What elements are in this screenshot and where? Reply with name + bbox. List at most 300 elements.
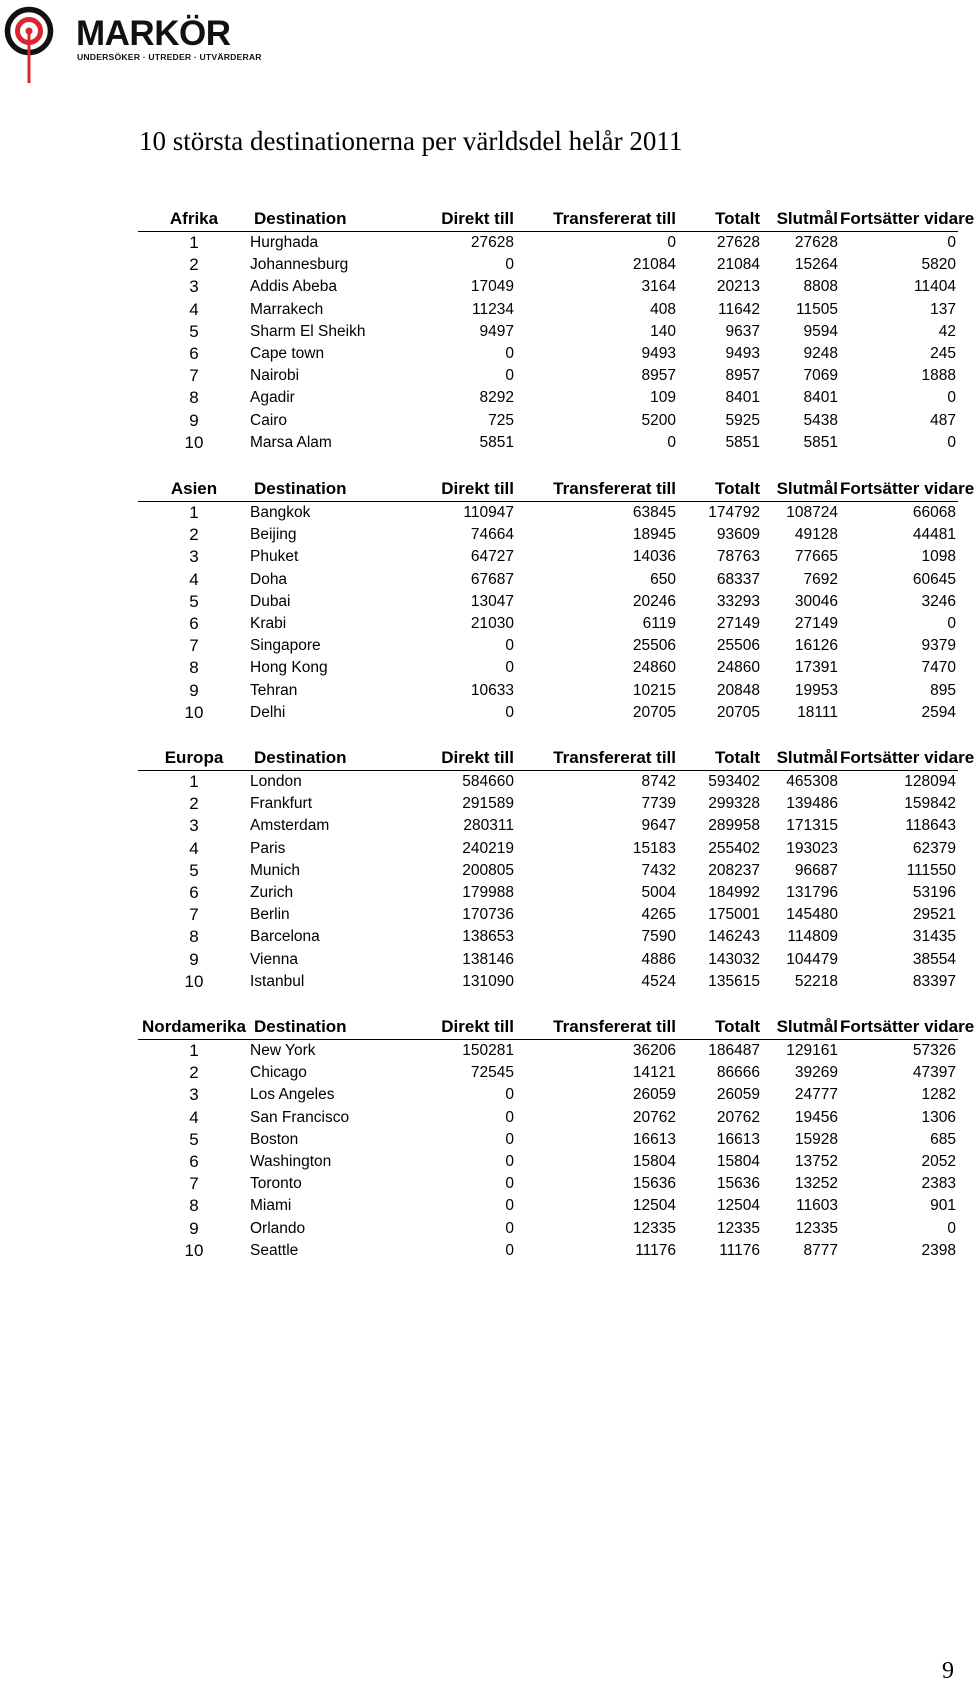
- logo-tagline: UNDERSÖKER · UTREDER · UTVÄRDERAR: [77, 52, 262, 62]
- rank-cell: 4: [189, 299, 199, 319]
- fortsatter-cell: 1888: [921, 367, 956, 385]
- column-header-direkt: Direkt till: [388, 476, 516, 502]
- totalt-cell: 174792: [708, 504, 760, 522]
- direkt-cell: 0: [505, 1108, 514, 1126]
- totalt-cell: 175001: [708, 906, 760, 924]
- direkt-cell: 0: [505, 256, 514, 274]
- destination-cell: Los Angeles: [250, 1086, 335, 1104]
- transfererat-cell: 408: [650, 300, 676, 318]
- destination-cell: Boston: [250, 1130, 299, 1148]
- destination-cell: Agadir: [250, 389, 295, 407]
- table-row: [138, 276, 958, 298]
- rank-cell: 9: [189, 1218, 199, 1238]
- fortsatter-cell: 895: [930, 681, 956, 699]
- rank-cell: 7: [189, 1174, 199, 1194]
- destination-cell: Orlando: [250, 1219, 306, 1237]
- direkt-cell: 0: [505, 1241, 514, 1259]
- table-row: [138, 926, 958, 948]
- transfererat-cell: 4265: [641, 906, 676, 924]
- destination-cell: London: [250, 773, 302, 791]
- destination-cell: Barcelona: [250, 928, 320, 946]
- region-name: Europa: [138, 745, 250, 771]
- fortsatter-cell: 31435: [912, 928, 956, 946]
- direkt-cell: 74664: [470, 526, 514, 544]
- column-header-slutmal: Slutmål: [762, 745, 840, 771]
- destination-cell: Seattle: [250, 1241, 299, 1259]
- logo-wordmark: MARKÖR: [76, 14, 231, 53]
- transfererat-cell: 140: [650, 322, 676, 340]
- column-header-fortsatter: Fortsätter vidare: [840, 1014, 958, 1040]
- slutmal-cell: 17391: [794, 659, 838, 677]
- table-row: [138, 882, 958, 904]
- table-row: [138, 680, 958, 702]
- table-row: [138, 702, 958, 724]
- slutmal-cell: 7069: [803, 367, 838, 385]
- table-row: [138, 1195, 958, 1217]
- direkt-cell: 110947: [463, 504, 514, 522]
- totalt-cell: 9637: [725, 322, 760, 340]
- destination-cell: Hurghada: [250, 234, 319, 252]
- slutmal-cell: 131796: [786, 884, 838, 902]
- destination-cell: Doha: [250, 570, 288, 588]
- transfererat-cell: 12504: [632, 1197, 676, 1215]
- direkt-cell: 291589: [462, 795, 514, 813]
- rank-cell: 5: [189, 591, 199, 611]
- transfererat-cell: 7432: [641, 861, 676, 879]
- transfererat-cell: 15183: [632, 839, 676, 857]
- slutmal-cell: 39269: [794, 1064, 838, 1082]
- table-row: [138, 410, 958, 432]
- table-row: [138, 299, 958, 321]
- transfererat-cell: 24860: [632, 659, 676, 677]
- table-row: [138, 1218, 958, 1240]
- rank-cell: 7: [189, 905, 199, 925]
- direkt-cell: 0: [505, 1130, 514, 1148]
- totalt-cell: 255402: [708, 839, 760, 857]
- column-header-fortsatter: Fortsätter vidare: [840, 206, 958, 232]
- rank-cell: 3: [189, 547, 199, 567]
- totalt-cell: 299328: [708, 795, 760, 813]
- transfererat-cell: 63845: [632, 504, 676, 522]
- table-row: [138, 949, 958, 971]
- column-header-slutmal: Slutmål: [762, 476, 840, 502]
- direkt-cell: 280311: [463, 817, 514, 835]
- slutmal-cell: 193023: [786, 839, 838, 857]
- region-table-nordamerika: [138, 1014, 974, 1262]
- rank-cell: 1: [189, 1041, 199, 1061]
- totalt-cell: 146243: [708, 928, 760, 946]
- slutmal-cell: 9248: [803, 345, 838, 363]
- fortsatter-cell: 66068: [912, 504, 956, 522]
- transfererat-cell: 650: [650, 570, 676, 588]
- transfererat-cell: 25506: [632, 637, 676, 655]
- totalt-cell: 11642: [718, 300, 760, 318]
- fortsatter-cell: 137: [930, 300, 956, 318]
- table-row: [138, 771, 958, 794]
- fortsatter-cell: 0: [947, 234, 956, 252]
- totalt-cell: 12335: [716, 1219, 760, 1237]
- slutmal-cell: 8777: [803, 1241, 838, 1259]
- rank-cell: 1: [189, 233, 199, 253]
- rank-cell: 8: [189, 658, 199, 678]
- table-row: [138, 1129, 958, 1151]
- rank-cell: 10: [184, 702, 204, 722]
- totalt-cell: 135615: [708, 972, 760, 990]
- direkt-cell: 17049: [470, 278, 514, 296]
- rank-cell: 10: [184, 432, 204, 452]
- transfererat-cell: 7739: [641, 795, 676, 813]
- transfererat-cell: 8957: [641, 367, 676, 385]
- direkt-cell: 200805: [462, 861, 514, 879]
- column-header-direkt: Direkt till: [388, 206, 516, 232]
- fortsatter-cell: 2052: [921, 1153, 956, 1171]
- column-header-fortsatter: Fortsätter vidare: [840, 476, 958, 502]
- rank-cell: 1: [189, 503, 199, 523]
- table-header-row: [138, 745, 958, 771]
- totalt-cell: 68337: [716, 570, 760, 588]
- direkt-cell: 179988: [462, 884, 514, 902]
- slutmal-cell: 15928: [794, 1130, 838, 1148]
- fortsatter-cell: 1306: [921, 1108, 956, 1126]
- rank-cell: 10: [184, 1240, 204, 1260]
- rank-cell: 2: [189, 255, 199, 275]
- table-header-row: [138, 1014, 958, 1040]
- slutmal-cell: 8401: [803, 389, 838, 407]
- slutmal-cell: 18111: [797, 703, 838, 721]
- slutmal-cell: 52218: [794, 972, 838, 990]
- destination-cell: San Francisco: [250, 1108, 350, 1126]
- totalt-cell: 20705: [716, 703, 760, 721]
- slutmal-cell: 5851: [803, 433, 838, 451]
- destination-cell: Phuket: [250, 548, 299, 566]
- transfererat-cell: 8742: [641, 773, 676, 791]
- fortsatter-cell: 2383: [921, 1175, 956, 1193]
- fortsatter-cell: 44481: [912, 526, 956, 544]
- fortsatter-cell: 62379: [912, 839, 956, 857]
- totalt-cell: 593402: [708, 773, 760, 791]
- table-row: [138, 613, 958, 635]
- direkt-cell: 0: [505, 1086, 514, 1104]
- fortsatter-cell: 0: [947, 433, 956, 451]
- slutmal-cell: 104479: [786, 950, 838, 968]
- transfererat-cell: 4524: [641, 972, 676, 990]
- table-row: [138, 1062, 958, 1084]
- direkt-cell: 27628: [470, 234, 514, 252]
- totalt-cell: 24860: [716, 659, 760, 677]
- table-row: [138, 860, 958, 882]
- transfererat-cell: 26059: [632, 1086, 676, 1104]
- transfererat-cell: 6119: [642, 615, 676, 633]
- table-row: [138, 1240, 958, 1262]
- fortsatter-cell: 0: [947, 615, 956, 633]
- rank-cell: 2: [189, 1063, 199, 1083]
- slutmal-cell: 11603: [796, 1197, 838, 1215]
- transfererat-cell: 15804: [632, 1153, 676, 1171]
- fortsatter-cell: 118643: [905, 817, 956, 835]
- slutmal-cell: 77665: [794, 548, 838, 566]
- rank-cell: 1: [189, 772, 199, 792]
- fortsatter-cell: 2594: [921, 703, 956, 721]
- totalt-cell: 8401: [725, 389, 760, 407]
- direkt-cell: 21030: [470, 615, 514, 633]
- transfererat-cell: 20246: [632, 592, 676, 610]
- fortsatter-cell: 53196: [912, 884, 956, 902]
- fortsatter-cell: 60645: [912, 570, 956, 588]
- direkt-cell: 0: [505, 345, 514, 363]
- totalt-cell: 20762: [716, 1108, 760, 1126]
- slutmal-cell: 96687: [794, 861, 838, 879]
- totalt-cell: 27628: [716, 234, 760, 252]
- transfererat-cell: 5200: [641, 411, 676, 429]
- direkt-cell: 0: [505, 1175, 514, 1193]
- direkt-cell: 13047: [470, 592, 514, 610]
- direkt-cell: 64727: [470, 548, 514, 566]
- transfererat-cell: 18945: [632, 526, 676, 544]
- fortsatter-cell: 245: [930, 345, 956, 363]
- column-header-totalt: Totalt: [678, 1014, 762, 1040]
- destination-table: [138, 1014, 974, 1262]
- slutmal-cell: 129161: [786, 1042, 838, 1060]
- fortsatter-cell: 487: [930, 411, 956, 429]
- rank-cell: 9: [189, 680, 199, 700]
- table-row: [138, 1040, 958, 1063]
- slutmal-cell: 108724: [786, 504, 838, 522]
- direkt-cell: 8292: [479, 389, 514, 407]
- table-row: [138, 1107, 958, 1129]
- destination-table: [138, 476, 974, 724]
- destination-cell: Paris: [250, 839, 286, 857]
- destination-cell: Miami: [250, 1197, 292, 1215]
- destination-cell: Marrakech: [250, 300, 324, 318]
- logo: [4, 6, 262, 78]
- slutmal-cell: 13752: [794, 1153, 838, 1171]
- totalt-cell: 186487: [708, 1042, 760, 1060]
- table-row: [138, 569, 958, 591]
- slutmal-cell: 12335: [794, 1219, 838, 1237]
- slutmal-cell: 30046: [794, 592, 838, 610]
- destination-cell: Singapore: [250, 637, 321, 655]
- destination-cell: Washington: [250, 1153, 332, 1171]
- column-header-slutmal: Slutmål: [762, 206, 840, 232]
- direkt-cell: 170736: [462, 906, 514, 924]
- transfererat-cell: 4886: [641, 950, 676, 968]
- destination-cell: Marsa Alam: [250, 433, 332, 451]
- transfererat-cell: 10215: [632, 681, 676, 699]
- page-title: 10 största destinationerna per världsdel helår 2011: [139, 126, 683, 156]
- totalt-cell: 33293: [716, 592, 760, 610]
- table-row: [138, 254, 958, 276]
- direkt-cell: 150281: [462, 1042, 514, 1060]
- destination-table: [138, 745, 974, 993]
- transfererat-cell: 5004: [641, 884, 676, 902]
- table-row: [138, 904, 958, 926]
- column-header-destination: Destination: [250, 745, 388, 771]
- table-header-row: [138, 476, 958, 502]
- direkt-cell: 240219: [462, 839, 514, 857]
- transfererat-cell: 3164: [641, 278, 676, 296]
- transfererat-cell: 14121: [632, 1064, 676, 1082]
- totalt-cell: 16613: [716, 1130, 760, 1148]
- rank-cell: 3: [189, 1085, 199, 1105]
- rank-cell: 4: [189, 1107, 199, 1127]
- fortsatter-cell: 29521: [912, 906, 956, 924]
- rank-cell: 10: [184, 971, 204, 991]
- slutmal-cell: 16126: [794, 637, 838, 655]
- destination-cell: Munich: [250, 861, 300, 879]
- transfererat-cell: 20705: [632, 703, 676, 721]
- column-header-direkt: Direkt till: [388, 1014, 516, 1040]
- direkt-cell: 5851: [479, 433, 514, 451]
- column-header-direkt: Direkt till: [388, 745, 516, 771]
- destination-cell: Hong Kong: [250, 659, 328, 677]
- fortsatter-cell: 38554: [912, 950, 956, 968]
- totalt-cell: 143032: [708, 950, 760, 968]
- totalt-cell: 78763: [716, 548, 760, 566]
- rank-cell: 2: [189, 794, 199, 814]
- transfererat-cell: 21084: [632, 256, 676, 274]
- column-header-fortsatter: Fortsätter vidare: [840, 745, 958, 771]
- totalt-cell: 5925: [725, 411, 760, 429]
- rank-cell: 4: [189, 569, 199, 589]
- slutmal-cell: 24777: [794, 1086, 838, 1104]
- direkt-cell: 138146: [462, 950, 514, 968]
- fortsatter-cell: 47397: [912, 1064, 956, 1082]
- fortsatter-cell: 159842: [904, 795, 956, 813]
- table-row: [138, 635, 958, 657]
- fortsatter-cell: 0: [947, 389, 956, 407]
- destination-cell: Zurich: [250, 884, 294, 902]
- slutmal-cell: 19456: [794, 1108, 838, 1126]
- transfererat-cell: 20762: [632, 1108, 676, 1126]
- fortsatter-cell: 1282: [921, 1086, 956, 1104]
- rank-cell: 7: [189, 636, 199, 656]
- page-number: 9: [942, 1658, 954, 1684]
- transfererat-cell: 9493: [641, 345, 676, 363]
- fortsatter-cell: 111550: [906, 861, 956, 879]
- direkt-cell: 138653: [462, 928, 514, 946]
- slutmal-cell: 27628: [794, 234, 838, 252]
- rank-cell: 8: [189, 1196, 199, 1216]
- rank-cell: 3: [189, 816, 199, 836]
- fortsatter-cell: 57326: [912, 1042, 956, 1060]
- totalt-cell: 289958: [708, 817, 760, 835]
- rank-cell: 5: [189, 860, 199, 880]
- totalt-cell: 86666: [716, 1064, 760, 1082]
- transfererat-cell: 14036: [632, 548, 676, 566]
- column-header-totalt: Totalt: [678, 476, 762, 502]
- table-row: [138, 1151, 958, 1173]
- table-row: [138, 365, 958, 387]
- direkt-cell: 0: [505, 1219, 514, 1237]
- transfererat-cell: 11176: [635, 1241, 676, 1259]
- column-header-transfererat: Transfererat till: [516, 745, 678, 771]
- column-header-transfererat: Transfererat till: [516, 476, 678, 502]
- direkt-cell: 0: [505, 637, 514, 655]
- transfererat-cell: 15636: [632, 1175, 676, 1193]
- column-header-destination: Destination: [250, 476, 388, 502]
- destination-cell: Istanbul: [250, 972, 305, 990]
- fortsatter-cell: 1098: [921, 548, 956, 566]
- table-row: [138, 232, 958, 255]
- table-row: [138, 387, 958, 409]
- table-row: [138, 657, 958, 679]
- direkt-cell: 131090: [462, 972, 514, 990]
- destination-cell: Nairobi: [250, 367, 300, 385]
- fortsatter-cell: 7470: [921, 659, 956, 677]
- destination-cell: Chicago: [250, 1064, 307, 1082]
- totalt-cell: 26059: [716, 1086, 760, 1104]
- rank-cell: 6: [189, 614, 199, 634]
- destination-cell: Cairo: [250, 411, 288, 429]
- direkt-cell: 0: [505, 703, 514, 721]
- table-row: [138, 502, 958, 525]
- destination-cell: Addis Abeba: [250, 278, 338, 296]
- destination-cell: Amsterdam: [250, 817, 330, 835]
- direkt-cell: 584660: [462, 773, 514, 791]
- direkt-cell: 67687: [470, 570, 514, 588]
- destination-cell: Beijing: [250, 526, 297, 544]
- destination-table: [138, 206, 974, 454]
- totalt-cell: 9493: [725, 345, 760, 363]
- region-table-asien: [138, 476, 974, 724]
- slutmal-cell: 27149: [794, 615, 838, 633]
- table-row: [138, 1084, 958, 1106]
- destination-cell: Tehran: [250, 681, 298, 699]
- table-row: [138, 343, 958, 365]
- totalt-cell: 93609: [716, 526, 760, 544]
- table-row: [138, 546, 958, 568]
- table-row: [138, 793, 958, 815]
- target-logo-icon: [4, 6, 54, 84]
- transfererat-cell: 16613: [632, 1130, 676, 1148]
- destination-cell: Sharm El Sheikh: [250, 322, 366, 340]
- fortsatter-cell: 42: [938, 322, 956, 340]
- direkt-cell: 725: [488, 411, 514, 429]
- region-table-europa: [138, 745, 974, 993]
- rank-cell: 6: [189, 344, 199, 364]
- table-header-row: [138, 206, 958, 232]
- rank-cell: 6: [189, 883, 199, 903]
- table-row: [138, 591, 958, 613]
- totalt-cell: 20848: [716, 681, 760, 699]
- transfererat-cell: 0: [667, 234, 676, 252]
- destination-cell: Krabi: [250, 615, 287, 633]
- column-header-destination: Destination: [250, 1014, 388, 1040]
- transfererat-cell: 9647: [641, 817, 676, 835]
- fortsatter-cell: 128094: [904, 773, 956, 791]
- fortsatter-cell: 2398: [921, 1241, 956, 1259]
- totalt-cell: 25506: [716, 637, 760, 655]
- destination-cell: Berlin: [250, 906, 290, 924]
- destination-cell: Vienna: [250, 950, 298, 968]
- direkt-cell: 0: [505, 367, 514, 385]
- slutmal-cell: 171315: [786, 817, 838, 835]
- fortsatter-cell: 0: [947, 1219, 956, 1237]
- column-header-slutmal: Slutmål: [762, 1014, 840, 1040]
- direkt-cell: 0: [505, 659, 514, 677]
- region-name: Afrika: [138, 206, 250, 232]
- slutmal-cell: 13252: [794, 1175, 838, 1193]
- totalt-cell: 208237: [708, 861, 760, 879]
- fortsatter-cell: 11404: [914, 278, 956, 296]
- totalt-cell: 5851: [725, 433, 760, 451]
- totalt-cell: 8957: [725, 367, 760, 385]
- destination-cell: New York: [250, 1042, 316, 1060]
- slutmal-cell: 19953: [794, 681, 838, 699]
- rank-cell: 5: [189, 1129, 199, 1149]
- slutmal-cell: 9594: [803, 322, 838, 340]
- direkt-cell: 0: [505, 1153, 514, 1171]
